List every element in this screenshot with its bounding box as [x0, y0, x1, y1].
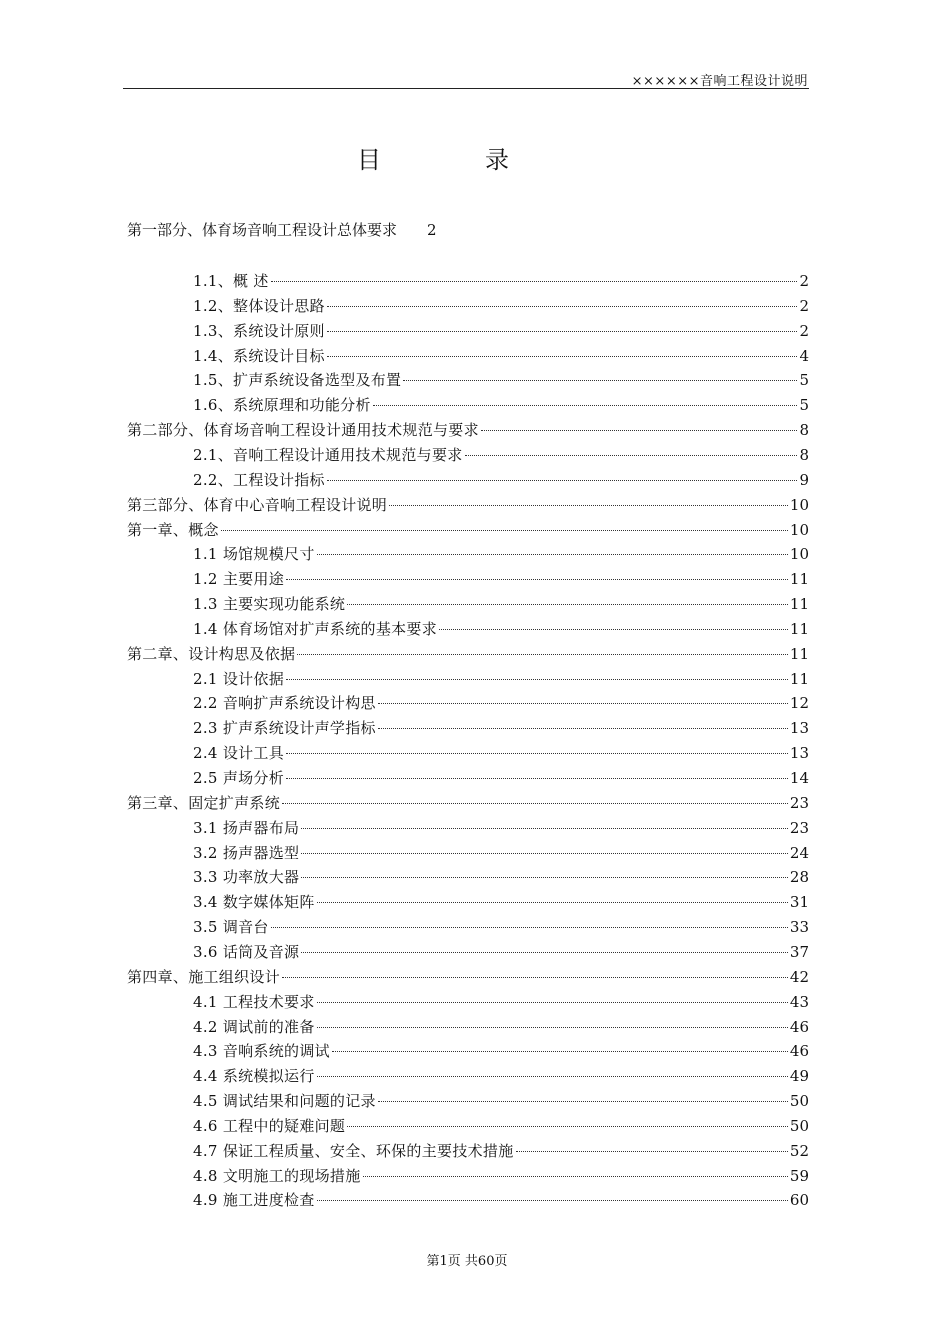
header-rule: [123, 88, 809, 89]
toc-entry[interactable]: [193, 866, 809, 886]
toc-entry-page: 50: [789, 1116, 809, 1135]
toc-entry[interactable]: [193, 369, 809, 389]
toc-entry-page: 37: [789, 942, 809, 961]
toc-entry-page: 42: [789, 967, 809, 986]
toc-dot-leader: [271, 927, 788, 928]
page-title: 目 录: [357, 146, 549, 174]
toc-entry-label: 3.3 功率放大器: [193, 868, 300, 887]
toc-entry[interactable]: [193, 1090, 809, 1110]
toc-entry-label: 1.4、系统设计目标: [193, 346, 325, 365]
toc-entry-label: 4.8 文明施工的现场措施: [193, 1166, 361, 1185]
toc-entry-page: 4: [799, 346, 809, 365]
toc-entry-label: 1.5、扩声系统设备选型及布置: [193, 371, 402, 390]
toc-entry-page: 12: [789, 694, 809, 713]
toc-entry[interactable]: [193, 1189, 809, 1209]
toc-entry-label: 3.5 调音台: [193, 918, 269, 937]
toc-entry[interactable]: [193, 444, 809, 464]
toc-dot-leader: [403, 380, 797, 381]
toc-entry[interactable]: [193, 692, 809, 712]
toc-entry-label: 第二章、设计构思及依据: [127, 644, 296, 663]
toc-entry-page: 10: [789, 495, 809, 514]
toc-entry-label: 4.5 调试结果和问题的记录: [193, 1092, 376, 1111]
toc-entry-label: 4.6 工程中的疑难问题: [193, 1116, 346, 1135]
toc-entry[interactable]: [127, 792, 809, 812]
toc-entry[interactable]: [193, 593, 809, 613]
toc-entry[interactable]: [193, 1140, 809, 1160]
toc-entry-label: 1.2、整体设计思路: [193, 296, 325, 315]
toc-dot-leader: [373, 405, 798, 406]
toc-entry-page: 50: [789, 1092, 809, 1111]
toc-entry[interactable]: [127, 494, 809, 514]
toc-entry[interactable]: [193, 295, 809, 315]
toc-dot-leader: [439, 629, 788, 630]
toc-entry-label: 1.2 主要用途: [193, 570, 285, 589]
running-header: ××××××音响工程设计说明: [631, 74, 808, 89]
toc-entry-label: 2.2 音响扩声系统设计构思: [193, 694, 376, 713]
toc-entry-label: 4.3 音响系统的调试: [193, 1042, 330, 1061]
toc-entry[interactable]: [127, 419, 809, 439]
toc-entry[interactable]: [193, 394, 809, 414]
toc-entry[interactable]: [193, 270, 809, 290]
toc-dot-leader: [301, 853, 788, 854]
toc-dot-leader: [378, 703, 788, 704]
toc-dot-leader: [317, 1027, 788, 1028]
toc-entry-page: 59: [789, 1166, 809, 1185]
toc-entry-page: 10: [789, 545, 809, 564]
toc-entry-page: 23: [789, 818, 809, 837]
toc-dot-leader: [317, 1200, 788, 1201]
toc-entry[interactable]: [127, 966, 809, 986]
toc-part-one-label: 第一部分、体育场音响工程设计总体要求: [127, 221, 398, 239]
toc-dot-leader: [327, 331, 798, 332]
toc-entry-label: 4.9 施工进度检查: [193, 1191, 315, 1210]
toc-entry-label: 1.1、概 述: [193, 272, 269, 290]
toc-dot-leader: [378, 1101, 788, 1102]
toc-dot-leader: [481, 430, 798, 431]
toc-dot-leader: [327, 306, 798, 307]
toc-entry[interactable]: [193, 320, 809, 340]
toc-entry-page: 60: [789, 1191, 809, 1210]
toc-entry[interactable]: [193, 568, 809, 588]
toc-dot-leader: [317, 1076, 788, 1077]
toc-entry-page: 24: [789, 843, 809, 862]
toc-entry[interactable]: [193, 891, 809, 911]
toc-dot-leader: [347, 604, 788, 605]
toc-entry-label: 2.4 设计工具: [193, 744, 285, 763]
toc-entry-label: 2.1、音响工程设计通用技术规范与要求: [193, 445, 463, 464]
toc-entry-page: 13: [789, 744, 809, 763]
toc-entry[interactable]: [193, 717, 809, 737]
toc-entry[interactable]: [193, 543, 809, 563]
toc-entry-label: 3.6 话筒及音源: [193, 942, 300, 961]
toc-entry-label: 4.7 保证工程质量、安全、环保的主要技术措施: [193, 1141, 514, 1160]
toc-entry-page: 13: [789, 719, 809, 738]
toc-entry[interactable]: [193, 842, 809, 862]
toc-dot-leader: [286, 778, 788, 779]
toc-entry-page: 43: [789, 992, 809, 1011]
toc-entry-label: 第四章、施工组织设计: [127, 967, 281, 986]
toc-entry[interactable]: [193, 618, 809, 638]
toc-entry[interactable]: [193, 469, 809, 489]
toc-entry-label: 第三部分、体育中心音响工程设计说明: [127, 495, 388, 514]
toc-entry-page: 31: [789, 893, 809, 912]
toc-dot-leader: [301, 828, 788, 829]
toc-entry[interactable]: [193, 916, 809, 936]
toc-entry-page: 2: [799, 321, 809, 340]
toc-entry-label: 第三章、固定扩声系统: [127, 793, 281, 812]
toc-dot-leader: [317, 554, 788, 555]
toc-dot-leader: [327, 356, 798, 357]
toc-entry-page: 11: [789, 619, 809, 638]
toc-entry[interactable]: [193, 1115, 809, 1135]
toc-entry[interactable]: [193, 941, 809, 961]
toc-entry[interactable]: [127, 519, 809, 539]
toc-dot-leader: [271, 281, 798, 282]
toc-entry-page: 52: [789, 1141, 809, 1160]
toc-dot-leader: [465, 455, 798, 456]
toc-entry-label: 3.4 数字媒体矩阵: [193, 893, 315, 912]
toc-entry-page: 14: [789, 769, 809, 787]
toc-entry-page: 46: [789, 1042, 809, 1061]
toc-entry-page: 11: [789, 669, 809, 688]
toc-entry[interactable]: [193, 991, 809, 1011]
toc-entry-page: 23: [789, 793, 809, 812]
toc-part-one-page: 2: [427, 221, 437, 239]
toc-entry-page: 2: [799, 296, 809, 315]
toc-entry[interactable]: [193, 1040, 809, 1060]
toc-entry-label: 1.3 主要实现功能系统: [193, 595, 346, 614]
toc-dot-leader: [286, 753, 788, 754]
toc-dot-leader: [297, 654, 788, 655]
toc-entry-label: 1.6、系统原理和功能分析: [193, 396, 371, 415]
toc-entry-page: 5: [799, 371, 809, 390]
toc-entry-label: 2.2、工程设计指标: [193, 470, 325, 489]
toc-dot-leader: [332, 1051, 788, 1052]
toc-dot-leader: [347, 1126, 788, 1127]
toc-entry[interactable]: [127, 643, 809, 663]
toc-entry[interactable]: [193, 1016, 809, 1036]
toc-entry-label: 第一章、概念: [127, 520, 219, 539]
toc-dot-leader: [516, 1151, 788, 1152]
toc-entry-label: 3.1 扬声器布局: [193, 818, 300, 837]
toc-entry-page: 46: [789, 1017, 809, 1036]
toc-entry-page: 8: [799, 421, 809, 440]
toc-entry[interactable]: [193, 345, 809, 365]
toc-entry-page: 5: [799, 396, 809, 415]
toc-dot-leader: [317, 1002, 788, 1003]
toc-dot-leader: [317, 902, 788, 903]
toc-entry-page: 8: [799, 445, 809, 464]
toc-entry-page: 11: [789, 595, 809, 614]
toc-entry[interactable]: [193, 767, 809, 787]
toc-entry-label: 4.1 工程技术要求: [193, 992, 315, 1011]
toc-dot-leader: [221, 530, 788, 531]
toc-dot-leader: [301, 952, 788, 953]
toc-entry[interactable]: [193, 1165, 809, 1185]
toc-entry-label: 4.4 系统模拟运行: [193, 1067, 315, 1086]
toc-dot-leader: [282, 977, 788, 978]
toc-entry-page: 11: [789, 644, 809, 663]
toc-entry-label: 2.1 设计依据: [193, 669, 285, 688]
toc-entry-label: 1.1 场馆规模尺寸: [193, 545, 315, 564]
toc-dot-leader: [282, 803, 788, 804]
toc-dot-leader: [378, 728, 788, 729]
toc-entry[interactable]: [193, 742, 809, 762]
toc-entry-label: 2.3 扩声系统设计声学指标: [193, 719, 376, 738]
toc-dot-leader: [327, 480, 798, 481]
page-footer: 第1页 共60页: [426, 1254, 508, 1269]
toc-entry-label: 第二部分、体育场音响工程设计通用技术规范与要求: [127, 421, 479, 440]
toc-entry-page: 2: [799, 272, 809, 290]
toc-entry-label: 2.5 声场分析: [193, 769, 285, 787]
toc-entry-page: 9: [799, 470, 809, 489]
toc-dot-leader: [389, 505, 788, 506]
toc-entry[interactable]: [193, 668, 809, 688]
toc-entry-label: 4.2 调试前的准备: [193, 1017, 315, 1036]
toc-entry-label: 3.2 扬声器选型: [193, 843, 300, 862]
toc-entry-page: 49: [789, 1067, 809, 1086]
toc-entry[interactable]: [193, 817, 809, 837]
toc-entry-label: 1.4 体育场馆对扩声系统的基本要求: [193, 619, 438, 638]
toc-entry-page: 28: [789, 868, 809, 887]
toc-part-one: [127, 219, 437, 240]
toc-entry-page: 11: [789, 570, 809, 589]
toc-entry-page: 10: [789, 520, 809, 539]
toc-dot-leader: [286, 679, 788, 680]
toc-entry[interactable]: [193, 1065, 809, 1085]
toc-dot-leader: [363, 1176, 788, 1177]
toc-entry-page: 33: [789, 918, 809, 937]
toc-dot-leader: [301, 877, 788, 878]
toc-entry-label: 1.3、系统设计原则: [193, 321, 325, 340]
toc-dot-leader: [286, 579, 788, 580]
